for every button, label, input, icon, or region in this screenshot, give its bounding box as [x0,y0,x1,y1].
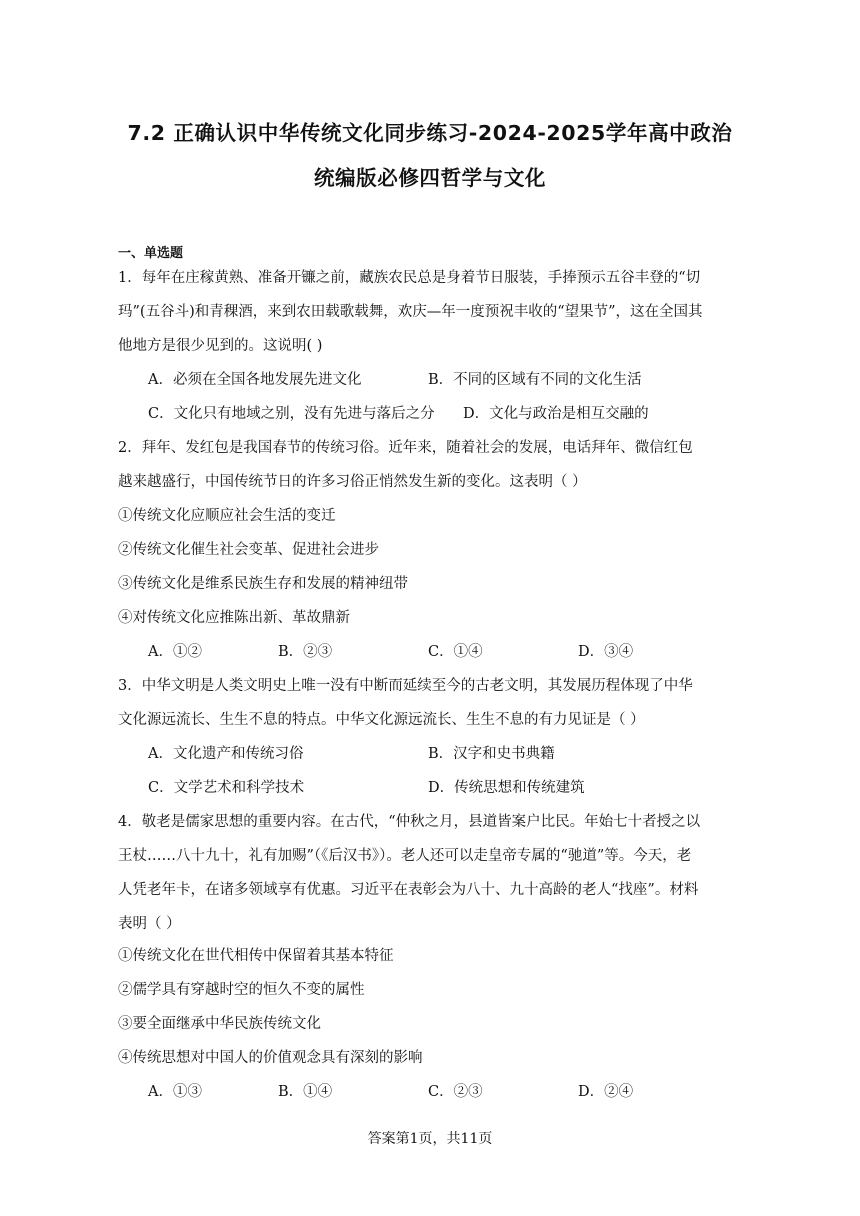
question-2-line-2: 越来越盛行，中国传统节日的许多习俗正悄然发生新的变化。这表明（ ） [118,474,587,490]
question-2-option-c: C．①④ [428,644,483,660]
question-4-item-3: ③要全面继承中华民族传统文化 [118,1016,321,1032]
question-4-option-c: C．②③ [428,1084,483,1100]
question-4-line-3: 人凭老年卡，在诸多领域享有优惠。习近平在表彰会为八十、九十高龄的老人“找座”。材料 [118,882,699,898]
question-2-line-1: 2．拜年、发红包是我国春节的传统习俗。近年来，随着社会的发展，电话拜年、微信红包 [118,440,693,456]
question-2-item-3: ③传统文化是维系民族生存和发展的精神纽带 [118,576,408,592]
question-2-option-a: A．①② [148,644,202,660]
document-title-line-2: 统编版必修四哲学与文化 [313,166,547,190]
question-4-item-1: ①传统文化在世代相传中保留着其基本特征 [118,948,394,964]
question-4-option-a: A．①③ [148,1084,202,1100]
question-1-line-1: 1．每年在庄稼黄熟、准备开镰之前，藏族农民总是身着节日服装，手捧预示五谷丰登的“切 [118,270,701,286]
section-heading: 一、单选题 [118,246,184,261]
question-3-option-a: A．文化遗产和传统习俗 [148,746,304,762]
question-1-option-b: B．不同的区域有不同的文化生活 [428,372,642,388]
question-3-line-2: 文化源远流长、生生不息的特点。中华文化源远流长、生生不息的有力见证是（ ） [118,712,645,728]
question-4-option-d: D．②④ [578,1084,634,1100]
page-footer: 答案第1页，共11页 [367,1131,493,1147]
question-3-option-b: B．汉字和史书典籍 [428,746,555,762]
question-4-item-4: ④传统思想对中国人的价值观念具有深刻的影响 [118,1050,423,1066]
question-4-line-1: 4．敬老是儒家思想的重要内容。在古代，“仲秋之月，县道皆案户比民。年始七十者授之以 [118,814,701,830]
question-4-item-2: ②儒学具有穿越时空的恒久不变的属性 [118,982,365,998]
question-1-option-d: D．文化与政治是相互交融的 [463,406,649,422]
question-3-option-c: C．文学艺术和科学技术 [148,780,305,796]
document-title-line-1: 7.2 正确认识中华传统文化同步练习-2024-2025学年高中政治 [127,121,733,145]
question-1-line-2: 玛”(五谷斗)和青稞酒，来到农田载歌载舞，欢庆—年一度预祝丰收的“望果节”，这在全国其 [118,304,703,320]
question-2-item-2: ②传统文化催生社会变革、促进社会进步 [118,542,379,558]
question-3-line-1: 3．中华文明是人类文明史上唯一没有中断而延续至今的古老文明，其发展历程体现了中华 [118,678,693,694]
question-1-option-a: A．必须在全国各地发展先进文化 [148,372,362,388]
question-4-line-2: 王杖……八十九十，礼有加赐”（《后汉书》）。老人还可以走皇帝专属的“驰道”等。今天，老 [118,848,692,864]
question-2-option-b: B．②③ [278,644,333,660]
question-4-line-4: 表明（ ） [118,916,181,932]
question-1-line-3: 他地方是很少见到的。这说明( ) [118,338,323,354]
question-4-option-b: B．①④ [278,1084,333,1100]
question-3-option-d: D．传统思想和传统建筑 [428,780,585,796]
question-2-item-1: ①传统文化应顺应社会生活的变迁 [118,508,336,524]
question-1-option-c: C．文化只有地域之别，没有先进与落后之分 [148,406,435,422]
question-2-item-4: ④对传统文化应推陈出新、革故鼎新 [118,610,350,626]
question-2-option-d: D．③④ [578,644,634,660]
